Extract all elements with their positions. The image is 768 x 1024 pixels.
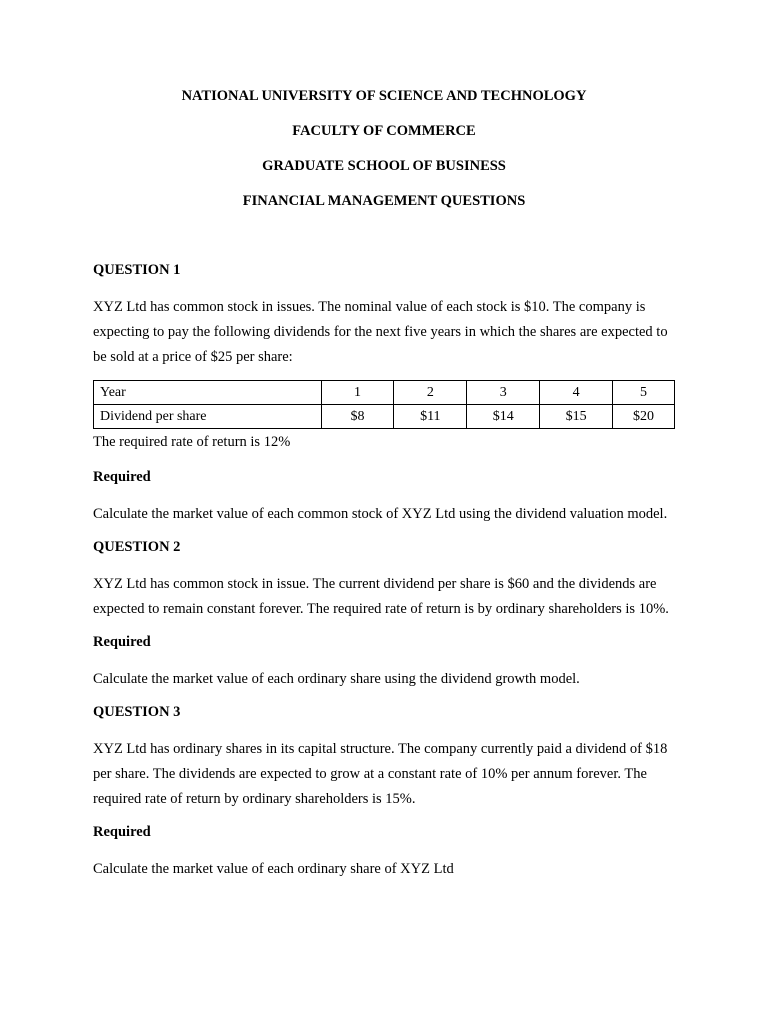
table-cell-label: Dividend per share (94, 405, 322, 429)
table-row-dividend (94, 405, 675, 429)
question-3-intro: XYZ Ltd has ordinary shares in its capital structure. The company currently paid a dividend of $18 per share. The dividends are expected to grow at a constant rate of 10% per annum forever. The required rate of return by ordinary shareholders is 15%. (93, 741, 668, 807)
table-cell-year: 1 (321, 381, 394, 405)
table-cell-dividend: $14 (467, 405, 540, 429)
document-header (0, 88, 768, 228)
question-3-heading: QUESTION 3 (93, 704, 181, 720)
table-cell-year: 3 (467, 381, 540, 405)
question-1-task: Calculate the market value of each common stock of XYZ Ltd using the dividend valuation model. (93, 506, 668, 522)
school-name: GRADUATE SCHOOL OF BUSINESS (262, 158, 506, 174)
question-3-required-label: Required (93, 824, 151, 840)
question-1-intro: XYZ Ltd has common stock in issues. The nominal value of each stock is $10. The company is expecting to pay the following dividends for the next five years in which the shares are expected to be sold at a price of $25 per share: (93, 299, 668, 365)
question-1-required-label: Required (93, 469, 151, 485)
table-cell-label: Year (94, 381, 322, 405)
table-cell-dividend: $20 (613, 405, 675, 429)
question-2-task: Calculate the market value of each ordinary share using the dividend growth model. (93, 671, 580, 687)
question-2-intro: XYZ Ltd has common stock in issue. The current dividend per share is $60 and the dividends are expected to remain constant forever. The required rate of return is by ordinary shareholders is 10%. (93, 576, 669, 617)
table-row-year (94, 381, 675, 405)
document-body (93, 260, 675, 892)
question-3-task: Calculate the market value of each ordinary share of XYZ Ltd (93, 861, 454, 877)
question-1-heading: QUESTION 1 (93, 262, 181, 278)
question-2-heading: QUESTION 2 (93, 539, 181, 555)
university-name: NATIONAL UNIVERSITY OF SCIENCE AND TECHNOLOGY (181, 88, 587, 104)
table-cell-year: 2 (394, 381, 467, 405)
document-title: FINANCIAL MANAGEMENT QUESTIONS (242, 193, 526, 209)
question-2-required-label: Required (93, 634, 151, 650)
table-cell-dividend: $8 (321, 405, 394, 429)
dividend-table (93, 380, 675, 429)
table-cell-year: 5 (613, 381, 675, 405)
question-1-rate: The required rate of return is 12% (93, 434, 291, 450)
faculty-name: FACULTY OF COMMERCE (292, 123, 476, 139)
table-cell-year: 4 (540, 381, 613, 405)
table-cell-dividend: $11 (394, 405, 467, 429)
table-cell-dividend: $15 (540, 405, 613, 429)
